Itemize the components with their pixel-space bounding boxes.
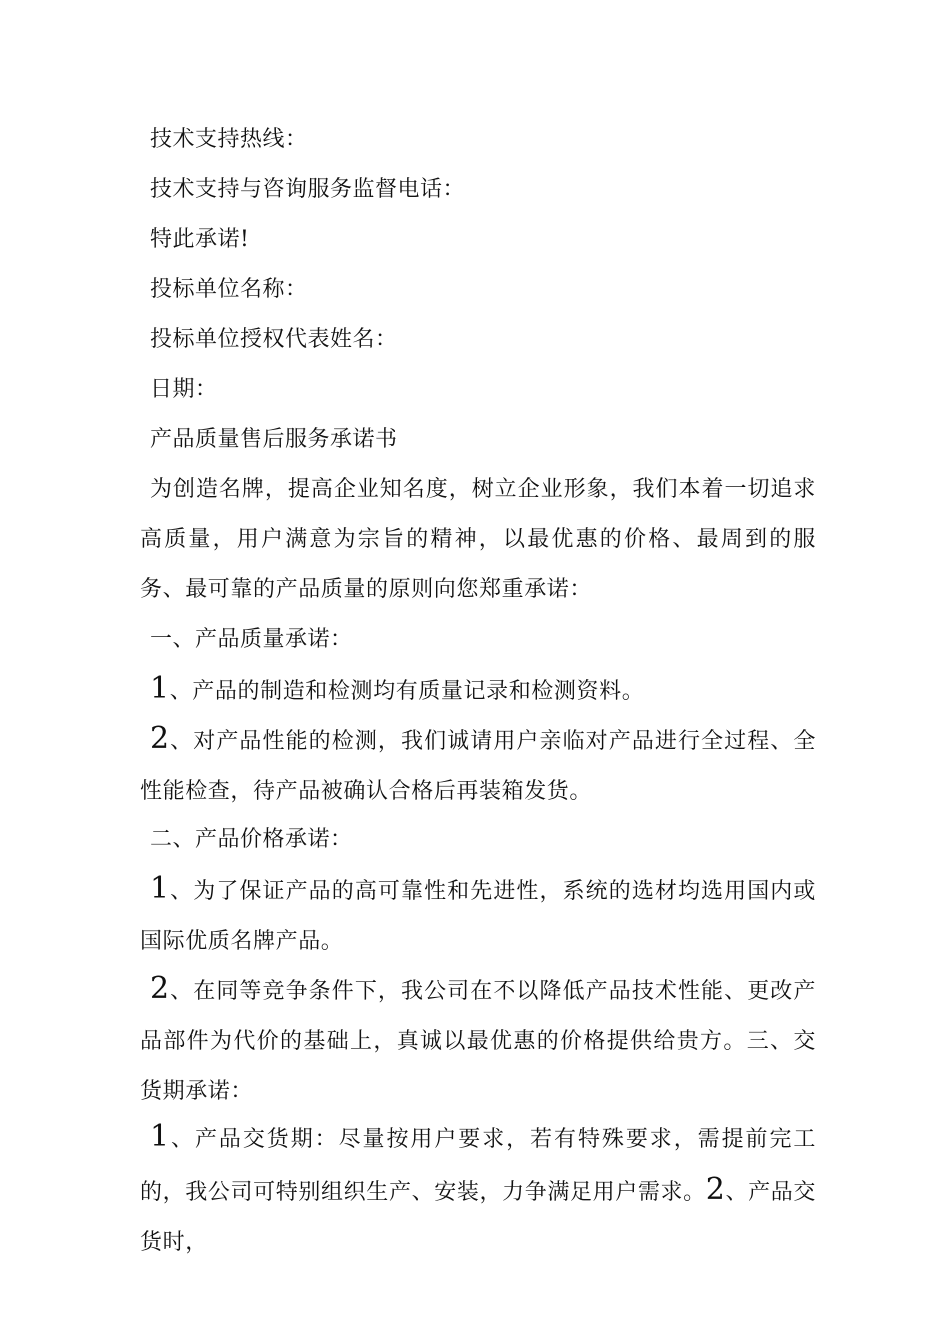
hotline-line: 技术支持热线： [150, 127, 308, 152]
supervision-phone-line: 技术支持与咨询服务监督电话： [150, 177, 466, 202]
section1-item2-text: 、对产品性能的检测，我们诚请用户亲临对产品进行全过程、全性能检查，待产品被确认合格后再装箱发货。 [140, 729, 816, 804]
section3-item1-number: 1 [150, 1119, 170, 1154]
section2-item2-text: 、在同等竞争条件下，我公司在不以降低产品技术性能、更改产品部件为代价的基础上，真诚以最优惠的价格提供给贵方。三、交货期承诺： [140, 979, 816, 1104]
section1-heading: 一、产品质量承诺： [150, 627, 353, 652]
document-title: 产品质量售后服务承诺书 [150, 427, 398, 452]
section1-item1-number: 1 [150, 671, 170, 706]
section3-item2-number: 2 [705, 1172, 726, 1207]
date-line: 日期： [150, 377, 218, 402]
section2-heading: 二、产品价格承诺： [150, 827, 353, 852]
hereby-line: 特此承诺! [150, 227, 250, 252]
section1-item1 [140, 664, 816, 717]
section3-item2-text: 、产品交货时， [140, 1180, 816, 1255]
section3-item1-text: 、产品交货期：尽量按用户要求，若有特殊要求，需提前完工的，我公司可特别组织生产、安装，力争满足用户需求。 [140, 1127, 816, 1205]
section2-item1 [140, 864, 816, 967]
section3-item1 [140, 1112, 816, 1268]
bidder-name-line: 投标单位名称： [150, 277, 308, 302]
section2-item2 [140, 964, 816, 1117]
section1-item2 [140, 714, 816, 817]
section2-item2-number: 2 [150, 971, 170, 1006]
section1-item2-number: 2 [150, 721, 170, 756]
section2-item1-number: 1 [150, 871, 170, 906]
section2-item1-text: 、为了保证产品的高可靠性和先进性，系统的选材均选用国内或国际优质名牌产品。 [140, 879, 816, 954]
intro-paragraph: 为创造名牌，提高企业知名度，树立企业形象，我们本着一切追求高质量，用户满意为宗旨的精神，以最优惠的价格、最周到的服务、最可靠的产品质量的原则向您郑重承诺： [140, 477, 816, 602]
bidder-rep-line: 投标单位授权代表姓名： [150, 327, 398, 352]
section1-item1-text: 、产品的制造和检测均有质量记录和检测资料。 [169, 679, 645, 704]
